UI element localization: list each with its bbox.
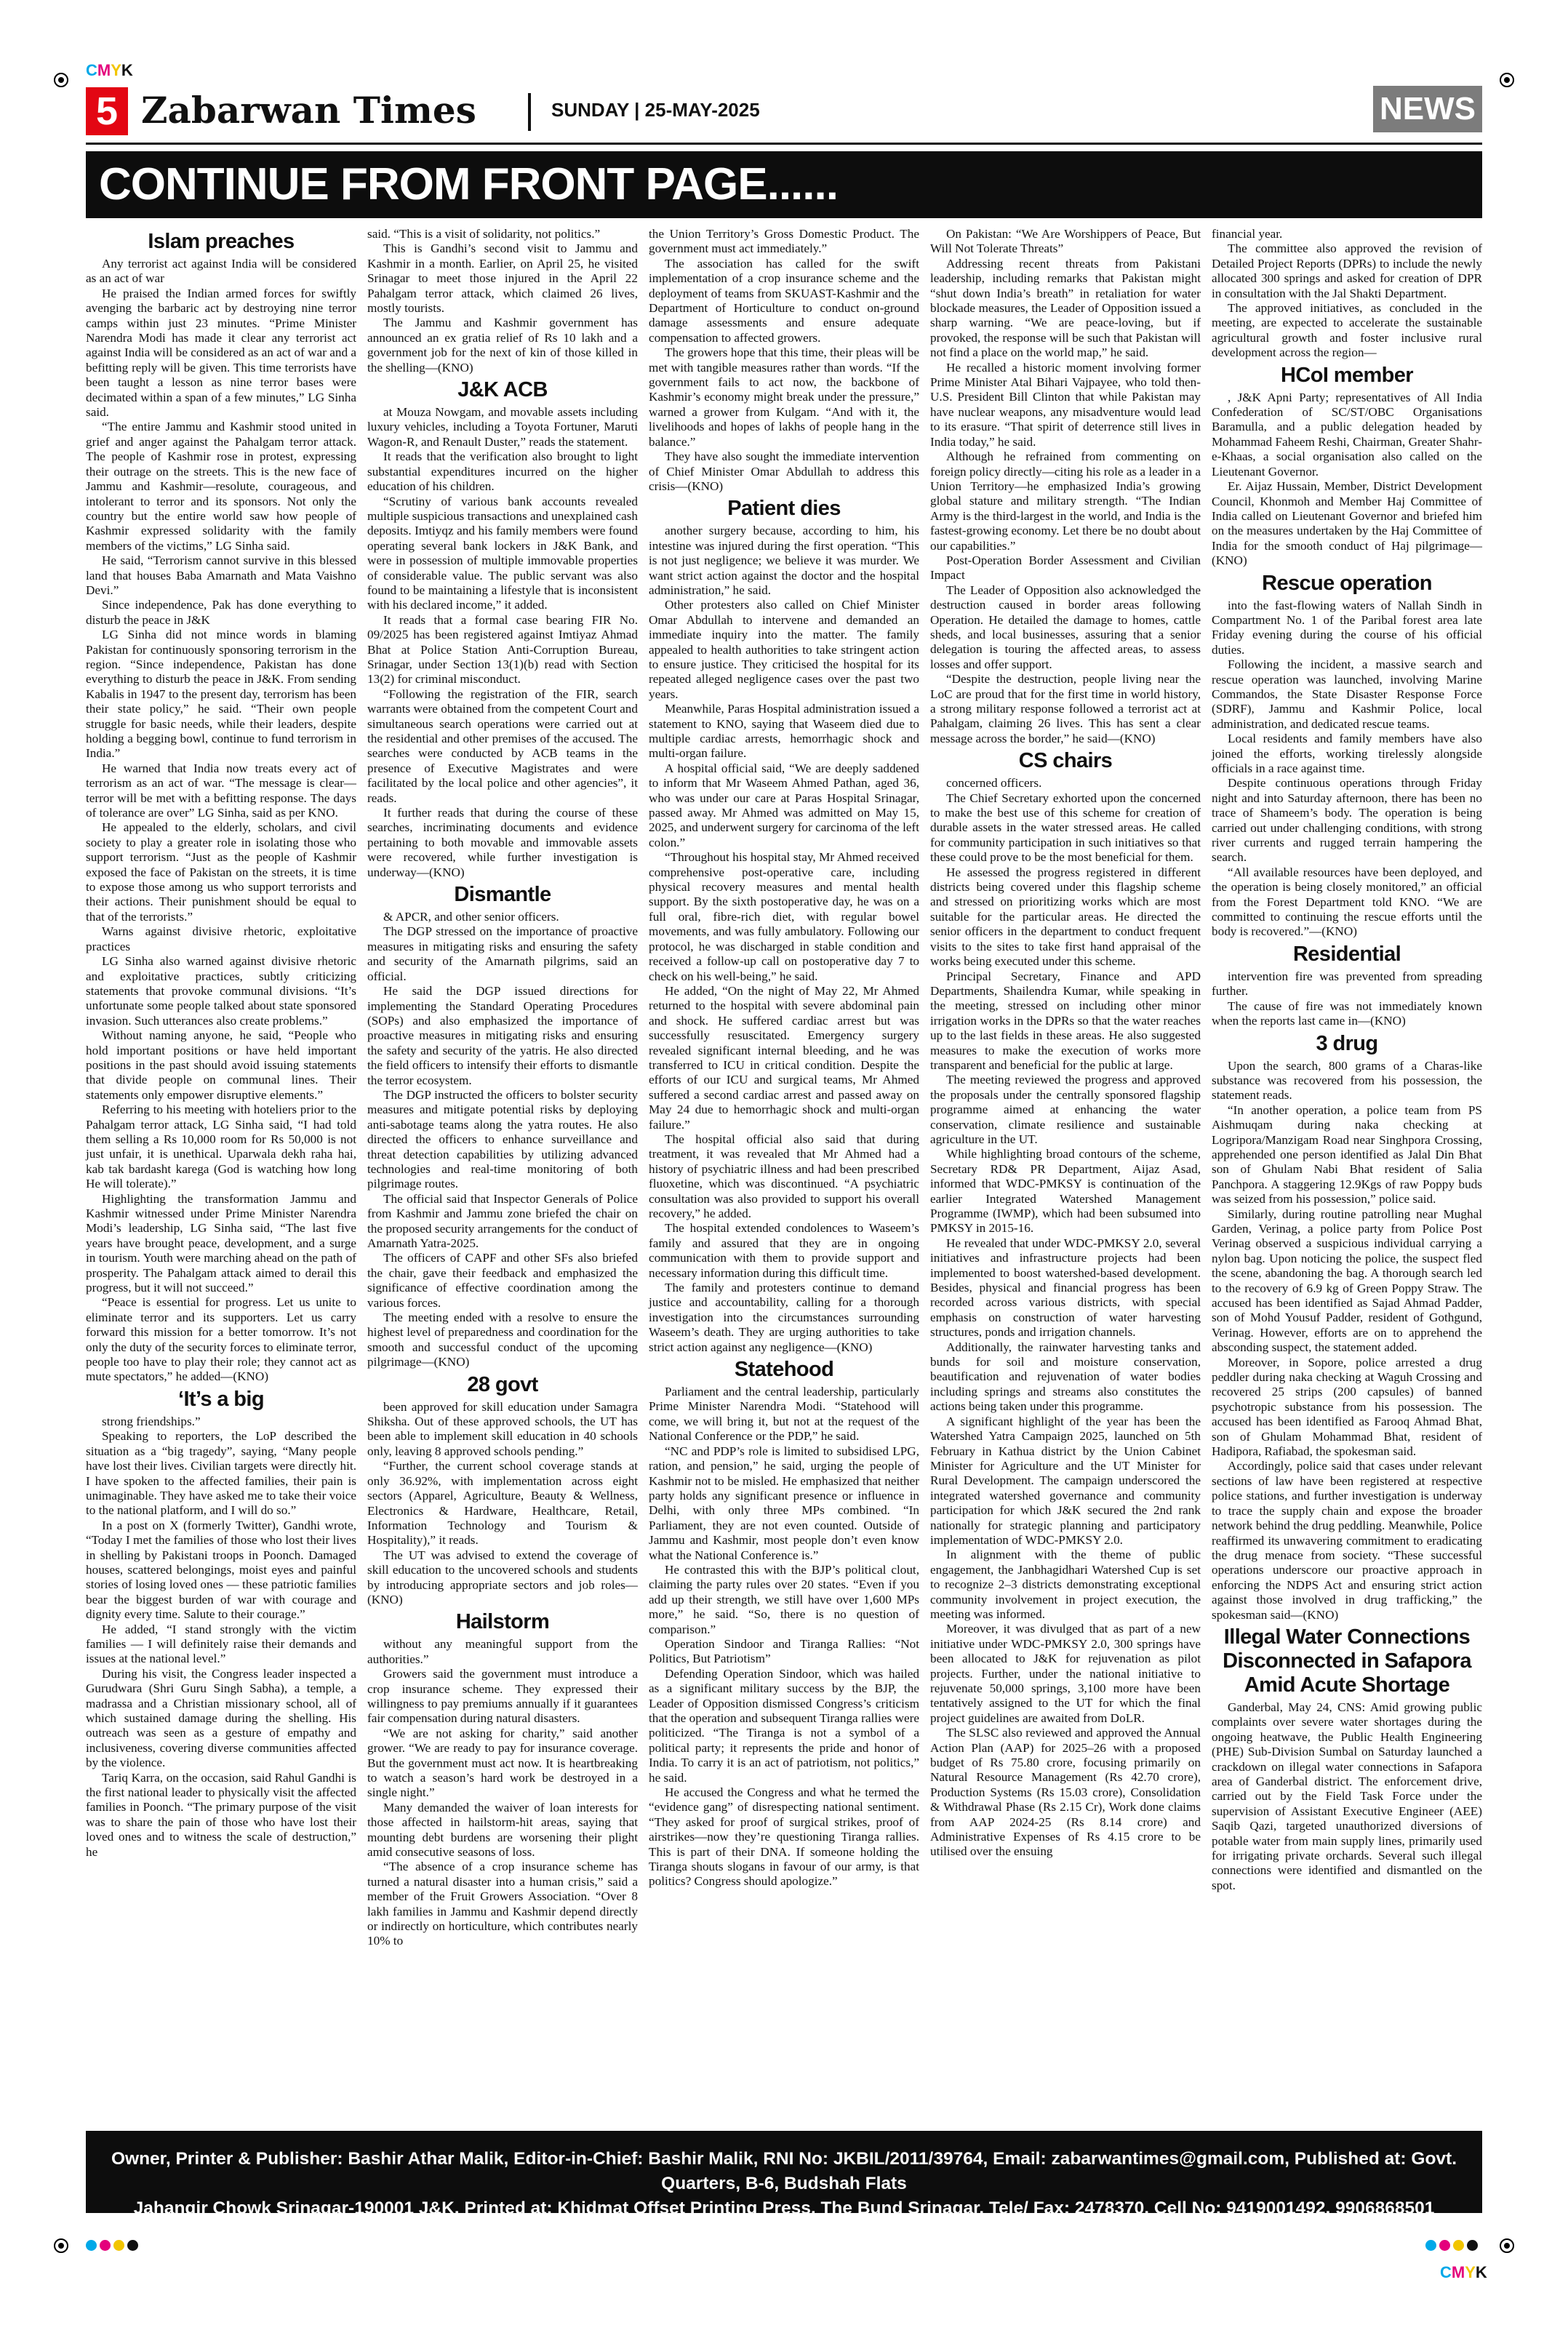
article-paragraph: Following the incident, a massive search and rescue operation was launched, involving Marine Commandos, the State Disaster Response Force (SDRF), Jammu and Kashmir Police, local administration, and dedicated rescue teams. bbox=[1212, 657, 1482, 731]
article-paragraph: Similarly, during routine patrolling near Mughal Garden, Verinag, a police party from Police Post Verinag observed a suspicious individual carrying a nylon bag. Upon noticing the police, the suspect fled the scene, abandoning the bag. A thorough search led to the recovery of 6.9 kg of Green Poppy Straw. The accused has been identified as Sajad Ahmad Padder, son of Mohd Yousuf Padder, resident of Gothgund, Verinag. However, efforts are on to apprehend the absconding suspect, the statement added. bbox=[1212, 1206, 1482, 1355]
masthead-divider bbox=[528, 93, 531, 131]
article-paragraph: Despite continuous operations through Friday night and into Saturday afternoon, there has been no trace of Shameem’s body. The operation is being carried out under challenging conditions, with strong river currents and rugged terrain hampering the search. bbox=[1212, 776, 1482, 865]
article-paragraph: “In another operation, a police team from PS Aishmuqam during naka checking at Logripora/Manzigam Road near Singhpora Crossing, apprehended one person identified as Jalal Din Bhat son of Ghulam Nabi Bhat resident of Salia Panchpora. A staggering 12.9Kgs of raw Poppy buds was seized from his possession,” police said. bbox=[1212, 1103, 1482, 1206]
article-paragraph: In a post on X (formerly Twitter), Gandhi wrote, “Today I met the families of those who lost their lives in shelling by Pakistani troops in Poonch. Damaged houses, scattered belongings, moist eyes and painful stories of losing loved ones — these patriotic families bear the biggest burden of war with courage and dignity every time. Salute to their courage.” bbox=[86, 1518, 356, 1622]
article-paragraph: “NC and PDP’s role is limited to subsidised LPG, ration, and pension,” he said, urging the people of Kashmir not to be misled. He emphasized that neither party holds any significant presence or influence in Delhi, with only three MPs combined. “In Parliament, they are not even counted. Outside of Jammu and Kashmir, most people don’t even know what the National Conference is.” bbox=[649, 1444, 919, 1562]
article-paragraph: Moreover, it was divulged that as part of a new initiative under WDC-PMKSY 2.0, 300 springs have been allocated to J&K for rejuvenation as pilot projects. Further, under the national initiative to rejuvenate 50,000 springs, 3,100 more have been tentatively assigned to the UT for which the final project guidelines are awaited from DoLR. bbox=[930, 1622, 1201, 1725]
article-paragraph: The meeting reviewed the progress and approved the proposals under the centrally sponsored flagship programme aimed at enhancing the water conservation, climate resilience and sustainable agriculture in the UT. bbox=[930, 1073, 1201, 1146]
article-paragraph: Er. Aijaz Hussain, Member, District Development Council, Khonmoh and Member Haj Committee of India called on Lieutenant Governor and briefed him on the measures undertaken by the Haj Committee of India for the smooth conduct of Haj pilgrimage—(KNO) bbox=[1212, 479, 1482, 568]
issue-date: SUNDAY | 25-MAY-2025 bbox=[551, 99, 760, 121]
article-paragraph: & APCR, and other senior officers. bbox=[383, 910, 559, 924]
article-paragraph: The cause of fire was not immediately known when the reports last came in—(KNO) bbox=[1212, 999, 1482, 1028]
article-paragraph: A significant highlight of the year has been the Watershed Yatra Campaign 2025, launched on 5th February in Kathua district by the Union Cabinet Minister for Agriculture and the UT Minister for Rural Development. The campaign underscored the integrated watershed governance and community participation for which J&K secured the 2nd rank nationally for strategic planning and participatory implementation of WDC-PMKSY 2.0. bbox=[930, 1414, 1201, 1547]
article-paragraph: “Following the registration of the FIR, search warrants were obtained from the competent Court and simultaneous search operations were carried out at the residential and other premises of the accused. The searches were conducted by ACB teams in the presence of Executive Magistrates and were facilitated by the local police and other agencies”, it reads. bbox=[367, 687, 638, 805]
registration-mark-bottom-right bbox=[1500, 2238, 1514, 2253]
article-paragraph: Any terrorist act against India will be considered as an act of war bbox=[86, 257, 356, 286]
article-paragraph: “We are not asking for charity,” said another grower. “We are ready to pay for insurance coverage. But the government must act now. It is heartbreaking to watch a season’s hard work be destroyed in a single night.” bbox=[367, 1726, 638, 1800]
color-bar-right bbox=[1425, 2240, 1478, 2251]
imprint-footer bbox=[86, 2131, 1482, 2218]
article-paragraph: The growers hope that this time, their pleas will be met with tangible measures rather than words. “If the government fails to act now, the backbone of Kashmir’s economy might break under the pressure,” warned a grower from Kulgam. “And with it, the livelihoods and hopes of lakhs of people hang in the balance.” bbox=[649, 345, 919, 449]
article-paragraph: The officers of CAPF and other SFs also briefed the chair, gave their feedback and emphasized the significance of effective coordination among the various forces. bbox=[367, 1251, 638, 1310]
article-paragraph: intervention fire was prevented from spreading further. bbox=[1212, 969, 1482, 999]
article-paragraph: been approved for skill education under Samagra Shiksha. Out of these approved schools, the UT has been able to implement skill education in 40 schools only, leaving 8 approved schools pending.” bbox=[367, 1399, 638, 1458]
article-paragraph: The official said that Inspector Generals of Police from Kashmir and Jammu zone briefed the chair on the proposed security arrangements for the conduct of Amarnath Yatra-2025. bbox=[367, 1191, 638, 1250]
article-paragraph: The hospital extended condolences to Waseem’s family and assured that they are in ongoing communication with them to provide support and necessary information during this difficult time. bbox=[649, 1221, 919, 1280]
article-paragraph: In alignment with the theme of public engagement, the Janbhagidhari Watershed Cup is set to recognize 2–3 districts demonstrating exceptional community involvement in project execution, the meeting was informed. bbox=[930, 1548, 1201, 1621]
article-paragraph: Accordingly, police said that cases under relevant sections of law have been registered at respective police stations, and further investigation is underway to trace the supply chain and expose the broader network behind the drug peddling. Meanwhile, Police reaffirmed its unwavering commitment to eradicating the drug menace from society. “These successful operations underscore our proactive approach in enforcing the NDPS Act and ensuring strict action against those involved in drug trafficking,” the spokesman said—(KNO) bbox=[1212, 1459, 1482, 1622]
article-paragraph: another surgery because, according to him, his intestine was injured during the first operation. “This is not just negligence; we believe it was murder. We want strict action against the doctor and the hospital administration,” he said. bbox=[649, 524, 919, 597]
article-paragraph: Additionally, the rainwater harvesting tanks and bunds for soil and moisture conservation, beautification and rejuvenation of water bodies including springs and streams also constitutes the actions being taken under this programme. bbox=[930, 1340, 1201, 1414]
article-paragraph: Since independence, Pak has done everything to disturb the peace in J&K bbox=[86, 598, 356, 627]
article-headline: Patient dies bbox=[727, 497, 841, 521]
article-paragraph: The Jammu and Kashmir government has announced an ex gratia relief of Rs 10 lakh and a government job for the next of kin of those killed in the shelling—(KNO) bbox=[367, 316, 638, 375]
article-paragraph: Although he refrained from commenting on foreign policy directly—citing his role as a leader in a Union Territory—he emphasized India’s growing global stature and military strength. “The Indian Army is the third-largest in the world, and India is the fastest-growing economy. Let there be no doubt about our capabilities.” bbox=[930, 449, 1201, 553]
article-paragraph: Highlighting the transformation Jammu and Kashmir witnessed under Prime Minister Narendra Modi’s leadership, LG Sinha said, “The last five years have brought peace, development, and a surge in tourism. Youth were marching ahead on the path of prosperity. The Pahalgam attack aimed to derail this progress, but it will not succeed.” bbox=[86, 1191, 356, 1295]
article-paragraph: The Leader of Opposition also acknowledged the destruction caused in border areas following Operation. He detailed the damage to homes, cattle sheds, and local businesses, assuring that a senior delegation is touring the affected areas, to assess losses and offer support. bbox=[930, 583, 1201, 671]
column-2 bbox=[367, 227, 638, 1948]
article-paragraph: Parliament and the central leadership, particularly Prime Minister Narendra Modi. “Statehood will come, we will bring it, but not at the request of the National Conference or the PDP,” he said. bbox=[649, 1385, 919, 1444]
article-paragraph: Speaking to reporters, the LoP described the situation as a “big tragedy”, saying, “Many people have lost their lives. Civilian targets were directly hit. I have spoken to the affected families, their pain is unimaginable. They have asked me to take their voice to the national platform, and I will do so.” bbox=[86, 1429, 356, 1518]
article-paragraph: The DGP stressed on the importance of proactive measures in mitigating risks and ensuring the safety and security of the Amarnath pilgrims, said an official. bbox=[367, 924, 638, 983]
section-label: NEWS bbox=[1373, 86, 1482, 132]
cmyk-label-top: CMYK bbox=[86, 61, 133, 79]
article-headline: J&K ACB bbox=[457, 378, 548, 402]
article-headline: Islam preaches bbox=[148, 230, 295, 253]
column-1 bbox=[86, 227, 356, 1859]
registration-mark-bottom-left bbox=[54, 2238, 68, 2253]
article-paragraph: During his visit, the Congress leader inspected a Gurudwara (Shri Guru Singh Sabha), a temple, a madrassa and a Christian missionary school, all of which sustained damage during the shelling. His outreach was seen as a gesture of empathy and inclusiveness, covering diverse communities affected by the violence. bbox=[86, 1666, 356, 1770]
newspaper-name: Zabarwan Times bbox=[141, 89, 476, 132]
article-paragraph: without any meaningful support from the authorities.” bbox=[367, 1637, 638, 1666]
article-paragraph: “The entire Jammu and Kashmir stood united in grief and anger against the Pahalgam terror attack. The people of Kashmir rose in protest, expressing their outrage on the streets. This is the new face of Jammu and Kashmir—resolute, courageous, and intolerant to terror and its sponsors. Not only the country but the entire world saw how people of Kashmir expressed solidarity with the family members of the victims,” LG Sinha said. bbox=[86, 420, 356, 553]
article-paragraph: “Further, the current school coverage stands at only 36.92%, with implementation across eight sectors (Apparel, Agriculture, Beauty & Wellness, Electronics & Hardware, Healthcare, Retail, Information Technology and Tourism & Hospitality),” it reads. bbox=[367, 1459, 638, 1548]
article-paragraph: The SLSC also reviewed and approved the Annual Action Plan (AAP) for 2025–26 with a proposed budget of Rs 75.80 crore, focusing primarily on Natural Resource Management (Rs 42.70 crore), Production Systems (Rs 15.03 crore), Consolidation & Withdrawal Phase (Rs 2.15 Cr), Work done claims from AAP 2024-25 (Rs 8.14 crore) and Administrative Expenses of Rs 4.15 crore to be utilised over the ensuing bbox=[930, 1726, 1201, 1859]
article-paragraph: “Throughout his hospital stay, Mr Ahmed received comprehensive post-operative care, including physical recovery measures and mental health support. By the sixth postoperative day, he was on a full oral, fibre-rich diet, with regular bowel movements, and was fully ambulatory. Following our protocol, he was discharged in stable condition and received a follow-up call on postoperative day 7 to check on his well-being,” he said. bbox=[649, 850, 919, 983]
article-paragraph: It further reads that during the course of these searches, incriminating documents and evidence pertaining to both movable and immovable assets were recovered, while further investigation is underway—(KNO) bbox=[367, 806, 638, 879]
article-paragraph: It reads that the verification also brought to light substantial expenditures incurred on the higher education of his children. bbox=[367, 449, 638, 494]
article-paragraph: A hospital official said, “We are deeply saddened to inform that Mr Waseem Ahmed Pathan, aged 36, who was under our care at Paras Hospital Srinagar, passed away. Mr Ahmed was admitted on May 15, 2025, and underwent surgery for carcinoma of the left colon.” bbox=[649, 761, 919, 849]
article-paragraph: The committee also approved the revision of Detailed Project Reports (DPRs) to include the newly allocated 300 springs and asked for creation of DPR in consultation with the Jal Shakti Department. bbox=[1212, 241, 1482, 300]
article-paragraph: Defending Operation Sindoor, which was hailed as a significant military success by the BJP, the Leader of Opposition dismissed Congress’s criticism that the operation and subsequent Tiranga rallies were politicized. “The Tiranga is not a symbol of a political party; it represents the pride and honor of India. To carry it is an act of patriotism, not politics,” he said. bbox=[649, 1666, 919, 1785]
article-paragraph: He said, “Terrorism cannot survive in this blessed land that houses Baba Amarnath and Mata Vaishno Devi.” bbox=[86, 553, 356, 597]
article-paragraph: He accused the Congress and what he termed the “evidence gang” of disrespecting national sentiment. “They asked for proof of surgical strikes, proof of airstrikes—now they’re questioning Tiranga rallies. This is part of their DNA. If someone holding the Tiranga shouts slogans in favour of our army, is that politics? Congress should apologize.” bbox=[649, 1785, 919, 1889]
article-paragraph: Moreover, in Sopore, police arrested a drug peddler during naka checking at Waguh Crossing and recovered 25 strips (200 capsules) of banned psychotropic substance from his possession. The accused has been identified as Farooq Ahmad Bhat, son of Ghulam Mohammad Bhat, resident of Hadipora, Rafiabad, the spokesman said. bbox=[1212, 1355, 1482, 1459]
article-paragraph: Principal Secretary, Finance and APD Departments, Shailendra Kumar, while speaking in the meeting, stressed on including other minor irrigation works in the DPRs so that the water reaches up to the last fields in these areas. He also suggested measures to make the execution of works more transparent and beneficial for the public at large. bbox=[930, 969, 1201, 1072]
article-columns bbox=[86, 227, 1482, 1948]
registration-mark-top-left bbox=[54, 73, 68, 87]
imprint-line-1: Owner, Printer & Publisher: Bashir Athar Malik, Editor-in-Chief: Bashir Malik, RNI No: JKBIL/2011/39764, Email: zabarwantimes@gmail.com, Published at: Govt. Quarters, B-6, Budshah Flats bbox=[111, 2149, 1457, 2193]
article-paragraph: Meanwhile, Paras Hospital administration issued a statement to KNO, saying that Waseem died due to multiple cardiac arrests, hemorrhagic shock and multi-organ failure. bbox=[649, 702, 919, 761]
article-paragraph: He said the DGP issued directions for implementing the Standard Operating Procedures (SOPs) and also emphasized the importance of proactive measures in mitigating risks and ensuring the safety and security of the yatris. He also directed the field officers to intensify their efforts to dismantle the terror ecosystem. bbox=[367, 984, 638, 1087]
article-paragraph: He praised the Indian armed forces for swiftly avenging the barbaric act by destroying nine terror camps within just 23 minutes. “Prime Minister Narendra Modi has made it clear any terrorist act against India will be considered as an act of war and a befitting reply will be given. This time terrorists have been taught a lesson as nine terror bases were decimated within a span of a few minutes,” LG Sinha said. bbox=[86, 286, 356, 420]
article-paragraph: financial year. bbox=[1212, 227, 1283, 241]
article-paragraph: He contrasted this with the BJP’s political clout, claiming the party rules over 20 states. “Even if you add up their strength, we still have over 1,600 MPs more,” he said. “So, there is no question of comparison.” bbox=[649, 1562, 919, 1636]
article-paragraph: Tariq Karra, on the occasion, said Rahul Gandhi is the first national leader to physically visit the affected families in Poonch. “The primary purpose of the visit was to share the pain of those who have lost their loved ones and to witness the scale of destruction,” he bbox=[86, 1770, 356, 1859]
imprint-line-2: Jahangir Chowk Srinagar-190001 J&K, Printed at: Khidmat Offset Printing Press, The Bund Srinagar, Tele/ Fax: 2478370, Cell No: 9419001492, 9906868501 bbox=[133, 2198, 1435, 2218]
article-paragraph: Local residents and family members have also joined the efforts, working tirelessly alongside officials in a race against time. bbox=[1212, 732, 1482, 775]
article-paragraph: The meeting ended with a resolve to ensure the highest level of preparedness and coordination for the smooth and successful conduct of the upcoming pilgrimage—(KNO) bbox=[367, 1310, 638, 1369]
article-paragraph: “All available resources have been deployed, and the operation is being closely monitored,” an official from the Forest Department told KNO. “We are committed to continuing the rescue efforts until the body is recovered.”—(KNO) bbox=[1212, 865, 1482, 939]
column-5 bbox=[1212, 227, 1482, 1892]
article-paragraph: The association has called for the swift implementation of a crop insurance scheme and the deployment of teams from SKUAST-Kashmir and the Department of Horticulture to conduct on-ground damage assessments and ensure adequate compensation to affected growers. bbox=[649, 256, 919, 345]
article-headline: CS chairs bbox=[1018, 749, 1113, 773]
article-paragraph: He assessed the progress registered in different districts being covered under this flagship scheme and stressed on prioritizing works which are most suitable for the particular areas. He directed the senior officers in the department to conduct frequent visits to the sites to take first hand appraisal of the works being executed under this scheme. bbox=[930, 865, 1201, 969]
column-3 bbox=[649, 227, 919, 1889]
color-bar-left bbox=[86, 2240, 138, 2251]
article-paragraph: The approved initiatives, as concluded in the meeting, are expected to accelerate the sustainable agricultural growth and foster inclusive rural development across the region— bbox=[1212, 301, 1482, 360]
article-paragraph: He revealed that under WDC-PMKSY 2.0, several initiatives and infrastructure projects had been implemented to boost watershed-based development. Besides, physical and financial progress has been recorded across various districts, with special emphasis on construction of water harvesting structures, ponds and irrigation channels. bbox=[930, 1236, 1201, 1340]
registration-mark-top-right bbox=[1500, 73, 1514, 87]
article-paragraph: They have also sought the immediate intervention of Chief Minister Omar Abdullah to address this crisis—(KNO) bbox=[649, 449, 919, 493]
masthead bbox=[86, 86, 1482, 137]
article-headline: 3 drug bbox=[1316, 1031, 1378, 1055]
article-headline: Rescue operation bbox=[1262, 571, 1432, 595]
article-paragraph: concerned officers. bbox=[946, 776, 1042, 791]
article-paragraph: The family and protesters continue to demand justice and accountability, calling for a thorough investigation into the circumstances surrounding Waseem’s death. They are urging authorities to take strict action against any negligence—(KNO) bbox=[649, 1281, 919, 1354]
article-headline: ‘It’s a big bbox=[177, 1387, 264, 1411]
article-paragraph: While highlighting broad contours of the scheme, Secretary RD& PR Department, Aijaz Asad, informed that WDC-PMKSY is continuation of the earlier Integrated Watershed Management Programme (IWMP), which had been subsumed into PMKSY in 2015-16. bbox=[930, 1147, 1201, 1236]
article-paragraph: The hospital official also said that during treatment, it was revealed that Mr Ahmed had a history of psychiatric illness and had been prescribed fluoxetine, which was discontinued. “A psychiatric consultation was also provided to support his overall recovery,” he added. bbox=[649, 1132, 919, 1220]
cmyk-label-bottom: CMYK bbox=[1440, 2263, 1487, 2281]
article-paragraph: He added, “I stand strongly with the victim families — I will definitely raise their demands and issues at the national level.” bbox=[86, 1622, 356, 1666]
page-number: 5 bbox=[86, 87, 128, 135]
column-4 bbox=[930, 227, 1201, 1859]
masthead-rule bbox=[86, 143, 1482, 145]
article-paragraph: On Pakistan: “We Are Worshippers of Peace, But Will Not Tolerate Threats” bbox=[930, 227, 1201, 256]
article-paragraph: the Union Territory’s Gross Domestic Product. The government must act immediately.” bbox=[649, 227, 919, 256]
article-paragraph: , J&K Apni Party; representatives of All India Confederation of SC/ST/OBC Organisations Baramulla, and a public delegation headed by Mohammad Faheem Reshi, Chairman, Greater Shahr-e-Khaas, a social organisation also called on the Lieutenant Governor. bbox=[1212, 390, 1482, 479]
article-headline: Dismantle bbox=[454, 883, 551, 907]
page-banner: CONTINUE FROM FRONT PAGE...... bbox=[86, 151, 1482, 218]
article-paragraph: Operation Sindoor and Tiranga Rallies: “Not Politics, But Patriotism” bbox=[649, 1636, 919, 1666]
article-headline: 28 govt bbox=[467, 1372, 538, 1396]
article-paragraph: The Chief Secretary exhorted upon the concerned to make the best use of this scheme for creation of durable assets in the water stressed areas. He called for community participation in such initiatives so that these could prove to be the most beneficial for them. bbox=[930, 791, 1201, 865]
article-headline: Hailstorm bbox=[455, 1610, 550, 1634]
article-paragraph: Without naming anyone, he said, “People who hold important positions or have held important positions in the past should avoid issuing statements that divide people on communal lines. Their statements only empower disruptive elements.” bbox=[86, 1028, 356, 1102]
article-paragraph: This is Gandhi’s second visit to Jammu and Kashmir in a month. Earlier, on April 25, he visited Srinagar to meet those injured in the April 22 Pahalgam terror attack, which claimed 26 lives, mostly tourists. bbox=[367, 241, 638, 316]
article-paragraph: strong friendships.” bbox=[102, 1414, 201, 1428]
article-paragraph: Referring to his meeting with hoteliers prior to the Pahalgam terror attack, LG Sinha said, “I had told them selling a Rs 10,000 room for Rs 50,000 is not just unfair, it is unethical. Uparwala dekh raha hai, kab tak bardasht karega (God is watching how long He will tolerate).” bbox=[86, 1103, 356, 1191]
article-paragraph: said. “This is a visit of solidarity, not politics.” bbox=[367, 227, 601, 241]
article-paragraph: Ganderbal, May 24, CNS: Amid growing public complaints over severe water shortages during the ongoing heatwave, the Public Health Engineering (PHE) Sub-Division Sumbal on Saturday launched a crackdown on illegal water connections in Safapora area of Ganderbal district. The enforcement drive, carried out by the Field Task Force under the supervision of Assistant Executive Engineer (AEE) Saqib Qazi, targeted unauthorized diversions of potable water from main supply lines, primarily used for irrigating private orchards. Several such illegal connections were identified and dismantled on the spot. bbox=[1212, 1700, 1482, 1892]
article-paragraph: LG Sinha also warned against divisive rhetoric and exploitative practices, subtly criticizing statements that provoke communal divisions. “It’s unfortunate some people talked about state sponsored invasion. Such utterances also create problems.” bbox=[86, 954, 356, 1028]
article-paragraph: “Peace is essential for progress. Let us unite to eliminate terror and its supporters. Let us carry forward this mission for a better tomorrow. It’s not only the duty of the security forces to eliminate terror, people too have to play their role; they cannot act as mute spectators,” he added—(KNO) bbox=[86, 1295, 356, 1384]
article-headline: Statehood bbox=[734, 1358, 834, 1382]
article-headline: HCoI member bbox=[1281, 363, 1413, 387]
article-paragraph: LG Sinha did not mince words in blaming Pakistan for continuously sponsoring terrorism in the region. “Since independence, Pakistan has done everything to disturb the peace in J&K. From sending Kabalis in 1947 to the present day, terrorism has been their state policy,” he said. “Their own people struggle for basic needs, while their leaders, despite holding a begging bowl, continue to fund terrorism in India.” bbox=[86, 628, 356, 761]
article-paragraph: He recalled a historic moment involving former Prime Minister Atal Bihari Vajpayee, who told then-U.S. President Bill Clinton that while Pakistan may have nuclear weapons, any misadventure would lead to its erasure. “That spirit of deterrence still lives in India today,” he said. bbox=[930, 360, 1201, 449]
article-paragraph: Growers said the government must introduce a crop insurance scheme. They expressed their willingness to pay premiums annually if it guarantees fair compensation during natural disasters. bbox=[367, 1667, 638, 1726]
article-headline: Residential bbox=[1292, 942, 1401, 966]
article-paragraph: Many demanded the waiver of loan interests for those affected in hailstorm-hit areas, saying that mounting debt burdens are worsening their plight amid consecutive seasons of loss. bbox=[367, 1800, 638, 1860]
article-paragraph: “Despite the destruction, people living near the LoC are proud that for the first time in world history, a strong military response followed a terrorist act at Pahalgam, claiming 26 lives. This has sent a clear message across the border,” he said—(KNO) bbox=[930, 672, 1201, 745]
article-paragraph: It reads that a formal case bearing FIR No. 09/2025 has been registered against Imtiyaz Ahmad Bhat at Police Station Anti-Corruption Bureau, Srinagar, under Section 13(1)(b) read with Section 13(2) for criminal misconduct. bbox=[367, 612, 638, 687]
article-paragraph: into the fast-flowing waters of Nallah Sindh in Compartment No. 1 of the Paribal forest area late Friday evening during the course of his official duties. bbox=[1212, 598, 1482, 657]
article-paragraph: The UT was advised to extend the coverage of skill education to the uncovered schools and students by introducing appropriate sectors and job roles—(KNO) bbox=[367, 1548, 638, 1606]
article-paragraph: Warns against divisive rhetoric, exploitative practices bbox=[86, 924, 356, 953]
article-paragraph: “The absence of a crop insurance scheme has turned a natural disaster into a human crisis,” said a member of the Fruit Growers Association. “Over 8 lakh families in Jammu and Kashmir depend directly or indirectly on horticulture, which contributes nearly 10% to bbox=[367, 1860, 638, 1948]
article-paragraph: Upon the search, 800 grams of a Charas-like substance was recovered from his possession, the statement reads. bbox=[1212, 1058, 1482, 1103]
article-paragraph: He warned that India now treats every act of terrorism as an act of war. “The message is clear—terror will be met with a befitting response. The days of tolerance are over” LG Sinha, said as per KNO. bbox=[86, 761, 356, 820]
article-headline: Illegal Water Connections Disconnected in Safapora Amid Acute Shortage bbox=[1223, 1625, 1471, 1697]
article-paragraph: at Mouza Nowgam, and movable assets including luxury vehicles, including a Toyota Fortuner, Maruti Wagon-R, and Renault Duster,” reads the statement. bbox=[367, 405, 638, 449]
article-paragraph: He added, “On the night of May 22, Mr Ahmed returned to the hospital with severe abdominal pain and shock. He suffered cardiac arrest but was successfully resuscitated. Emergency surgery revealed significant internal bleeding, and he was transferred to ICU in critical condition. Despite the efforts of our ICU and surgical teams, Mr Ahmed suffered a second cardiac arrest and passed away on May 24 due to hemorrhagic shock and multi-organ failure.” bbox=[649, 983, 919, 1132]
article-paragraph: Other protesters also called on Chief Minister Omar Abdullah to intervene and demanded an immediate inquiry into the matter. The family appealed to health authorities to take stringent action to ensure justice. They criticised the hospital for its repeated alleged negligence cases over the past two years. bbox=[649, 598, 919, 701]
article-paragraph: The DGP instructed the officers to bolster security measures and mitigate potential risks by deploying anti-sabotage teams along the yatra routes. He also directed the officers to enhance surveillance and threat detection capabilities by utilizing advanced technologies and real-time monitoring of both pilgrimage routes. bbox=[367, 1087, 638, 1191]
article-paragraph: He appealed to the elderly, scholars, and civil society to play a greater role in isolating those who support terrorism. “Just as the people of Kashmir exposed the face of Pakistan on the streets, it is time to expose those among us who support terrorists and their actions. Their punishment should be equal to that of the terrorists.” bbox=[86, 820, 356, 924]
article-paragraph: Addressing recent threats from Pakistani leadership, including remarks that Pakistan might “shut down India’s breath” in retaliation for water blockade measures, the Leader of Opposition issued a sharp warning. “We are peace-loving, but if provoked, the response will be such that Pakistan will not find a place on the world map,” he said. bbox=[930, 256, 1201, 360]
article-paragraph: Post-Operation Border Assessment and Civilian Impact bbox=[930, 553, 1201, 583]
article-paragraph: “Scrutiny of various bank accounts revealed multiple suspicious transactions and unexplained cash deposits. Imtiyqz and his family members were found operating several bank lockers in J&K Bank, and were in possession of multiple immovable properties of considerable value. The public servant was also found to be maintaining a lifestyle that is inconsistent with his declared income,” it added. bbox=[367, 494, 638, 612]
